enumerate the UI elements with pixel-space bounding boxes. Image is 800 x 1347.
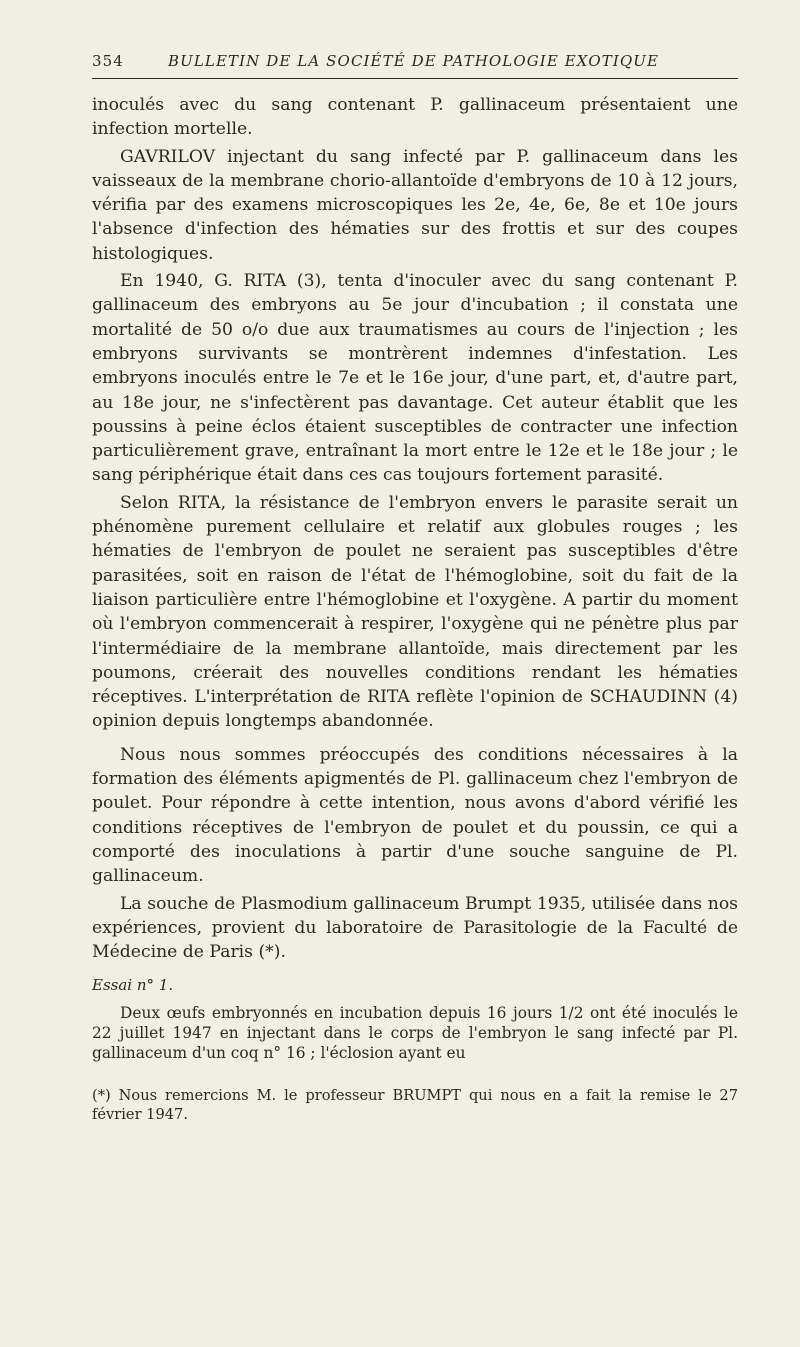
paragraph-4: Selon RITA, la résistance de l'embryon envers le parasite serait un phénomène purement cellulaire et relatif aux globules rouges ; les hématies de l'embryon de poulet ne seraient pas susceptibles d'être parasitées, soit en raison de l'état de l'hémoglobine, soit du fait de la liaison particulière entre l'hémoglobine et l'oxygène. A partir du moment où l'embryon commencerait à respirer, l'oxygène qui ne pénètre plus par l'intermédiaire de la membrane allantoïde, mais directement par les poumons, créerait des nouvelles conditions rendant les hématies réceptives. L'interprétation de RITA reflète l'opinion de SCHAUDINN (4) opinion depuis longtemps abandonnée. xyxy=(92,492,738,732)
paragraph-5: Nous nous sommes préoccupés des conditions nécessaires à la formation des éléments apigmentés de Pl. gallinaceum chez l'embryon de poulet. Pour répondre à cette intention, nous avons d'abord vérifié les conditions réceptives de l'embryon de poulet et du poussin, ce qui a comporté des inoculations à partir d'une souche sanguine de Pl. gallinaceum. xyxy=(92,744,738,887)
paragraph-1: inoculés avec du sang contenant P. gallinaceum présentaient une infection mortelle. xyxy=(92,95,738,140)
footnote: (*) Nous remercions M. le professeur BRUMPT qui nous en a fait la remise le 27 février 1947. xyxy=(92,1086,738,1123)
paragraph-6: La souche de Plasmodium gallinaceum Brumpt 1935, utilisée dans nos expériences, provient du laboratoire de Parasitologie de la Faculté de Médecine de Paris (*). xyxy=(92,893,738,963)
page-number: 354 xyxy=(92,52,124,70)
essai-heading: Essai n° 1. xyxy=(92,976,174,995)
article-body xyxy=(92,93,738,1124)
running-title: BULLETIN DE LA SOCIÉTÉ DE PATHOLOGIE EXOTIQUE xyxy=(168,52,660,70)
paragraph-2: GAVRILOV injectant du sang infecté par P. gallinaceum dans les vaisseaux de la membrane chorio-allantoïde d'embryons de 10 à 12 jours, vérifia par des examens microscopiques les 2e, 4e, 6e, 8e et 10e jours l'absence d'infection des hématies sur des frottis et sur des coupes histologiques. xyxy=(92,146,738,264)
running-header xyxy=(92,52,738,79)
essai-section xyxy=(92,1004,738,1063)
page xyxy=(92,52,738,1124)
essai-paragraph: Deux œufs embryonnés en incubation depuis 16 jours 1/2 ont été inoculés le 22 juillet 1947 en injectant dans le corps de l'embryon le sang infecté par Pl. gallinaceum d'un coq n° 16 ; l'éclosion ayant eu xyxy=(92,1004,738,1062)
paragraph-3: En 1940, G. RITA (3), tenta d'inoculer avec du sang contenant P. gallinaceum des embryons au 5e jour d'incubation ; il constata une mortalité de 50 o/o due aux traumatismes au cours de l'injection ; les embryons survivants se montrèrent indemnes d'infestation. Les embryons inoculés entre le 7e et le 16e jour, d'une part, et, d'autre part, au 18e jour, ne s'infectèrent pas davantage. Cet auteur établit que les poussins à peine éclos étaient susceptibles de contracter une infection particulièrement grave, entraînant la mort entre le 12e et le 18e jour ; le sang périphérique était dans ces cas toujours fortement parasité. xyxy=(92,271,738,486)
